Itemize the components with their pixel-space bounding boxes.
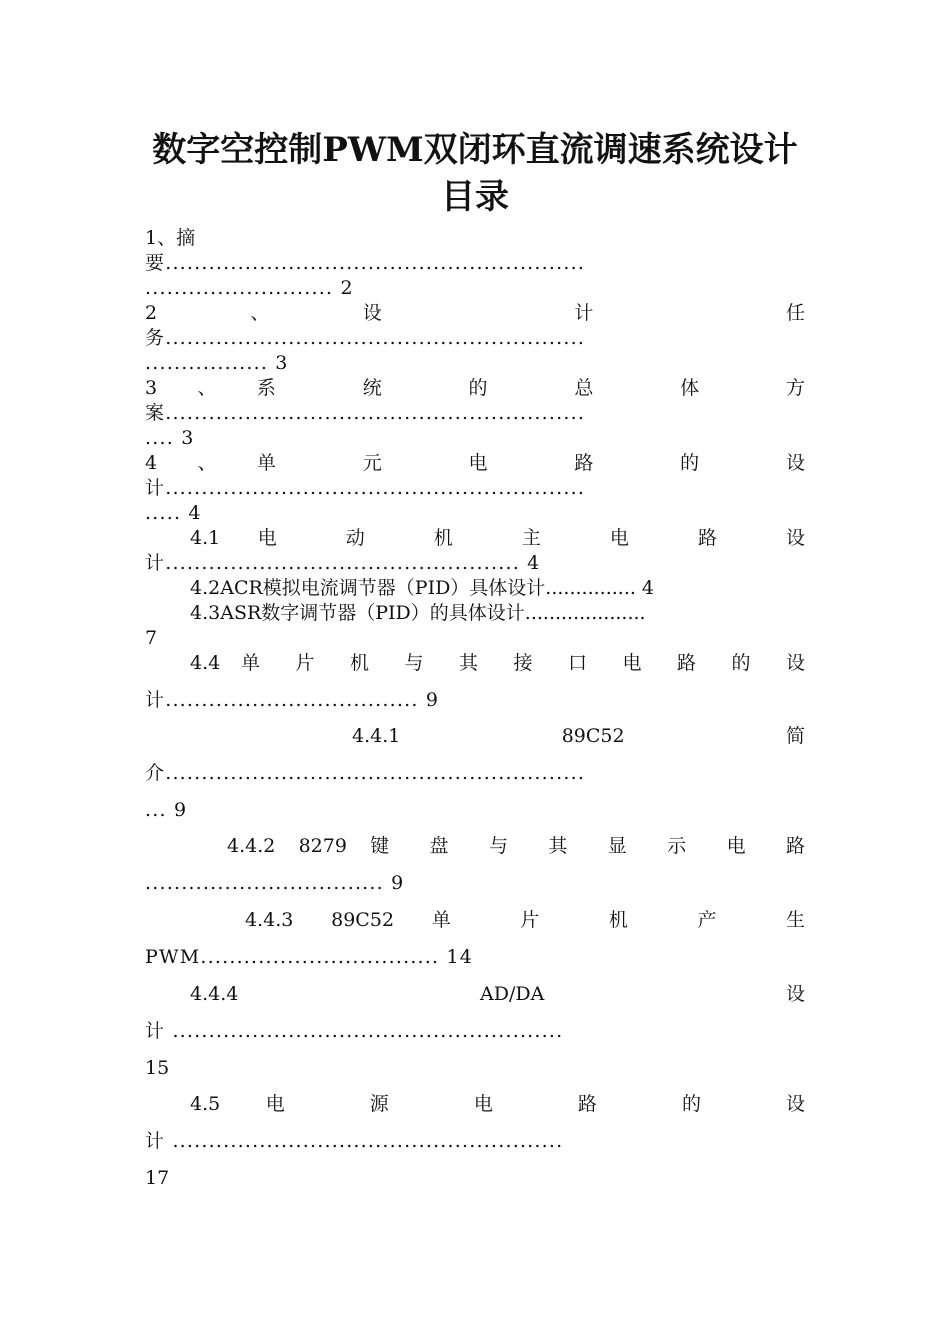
toc-line: 4.3ASR数字调节器（PID）的具体设计....................	[190, 602, 646, 624]
toc-line: 计 ......................................................	[145, 1020, 564, 1042]
toc-line: 4.1 电 动 机 主 电 路 设	[190, 527, 805, 549]
toc-line: ..... 4	[145, 502, 202, 524]
toc-line: 4.4.1 89C52 简	[352, 725, 805, 747]
toc-line: 3、系 统 的 总 体 方	[145, 377, 805, 399]
toc-line: 计................................................. 4	[145, 552, 541, 574]
toc-line: 计................................... 9	[145, 689, 440, 711]
toc-line: 计 ......................................................	[145, 1130, 564, 1152]
toc-line: 15	[145, 1057, 170, 1079]
toc-line: 4.4 单 片 机 与 其 接 口 电 路 的 设	[190, 652, 805, 674]
toc-line: .......................... 2	[145, 277, 354, 299]
toc-line: ................................. 9	[145, 872, 405, 894]
document-title: 数字空控制PWM双闭环直流调速系统设计	[152, 130, 798, 170]
toc-line: 案..........................................................	[145, 402, 586, 424]
toc-line: 4.4.4 AD/DA 设	[190, 983, 805, 1005]
toc-line: 计..........................................................	[145, 477, 586, 499]
toc-line: ... 9	[145, 799, 188, 821]
toc-heading: 目录	[441, 177, 509, 217]
toc-line: PWM................................. 14	[145, 946, 474, 968]
toc-line: 2、设 计 任	[145, 302, 805, 324]
toc-line: 4.2ACR模拟电流调节器（PID）具体设计............... 4	[190, 577, 655, 599]
toc-line: 介..........................................................	[145, 762, 586, 784]
toc-line: 7	[145, 627, 158, 649]
toc-line: 17	[145, 1167, 170, 1189]
toc-line: 4、单 元 电 路 的 设	[145, 452, 805, 474]
toc-line: 4.5 电 源 电 路 的 设	[190, 1093, 805, 1115]
toc-line: 1、摘	[145, 227, 196, 249]
toc-line: .... 3	[145, 427, 195, 449]
toc-line: 4.4.3 89C52 单 片 机 产 生	[245, 909, 805, 931]
toc-line: 要..........................................................	[145, 252, 586, 274]
toc-line: ................. 3	[145, 352, 289, 374]
toc-line: 务..........................................................	[145, 327, 586, 349]
toc-line: 4.4.2 8279 键 盘 与 其 显 示 电 路	[227, 835, 805, 857]
